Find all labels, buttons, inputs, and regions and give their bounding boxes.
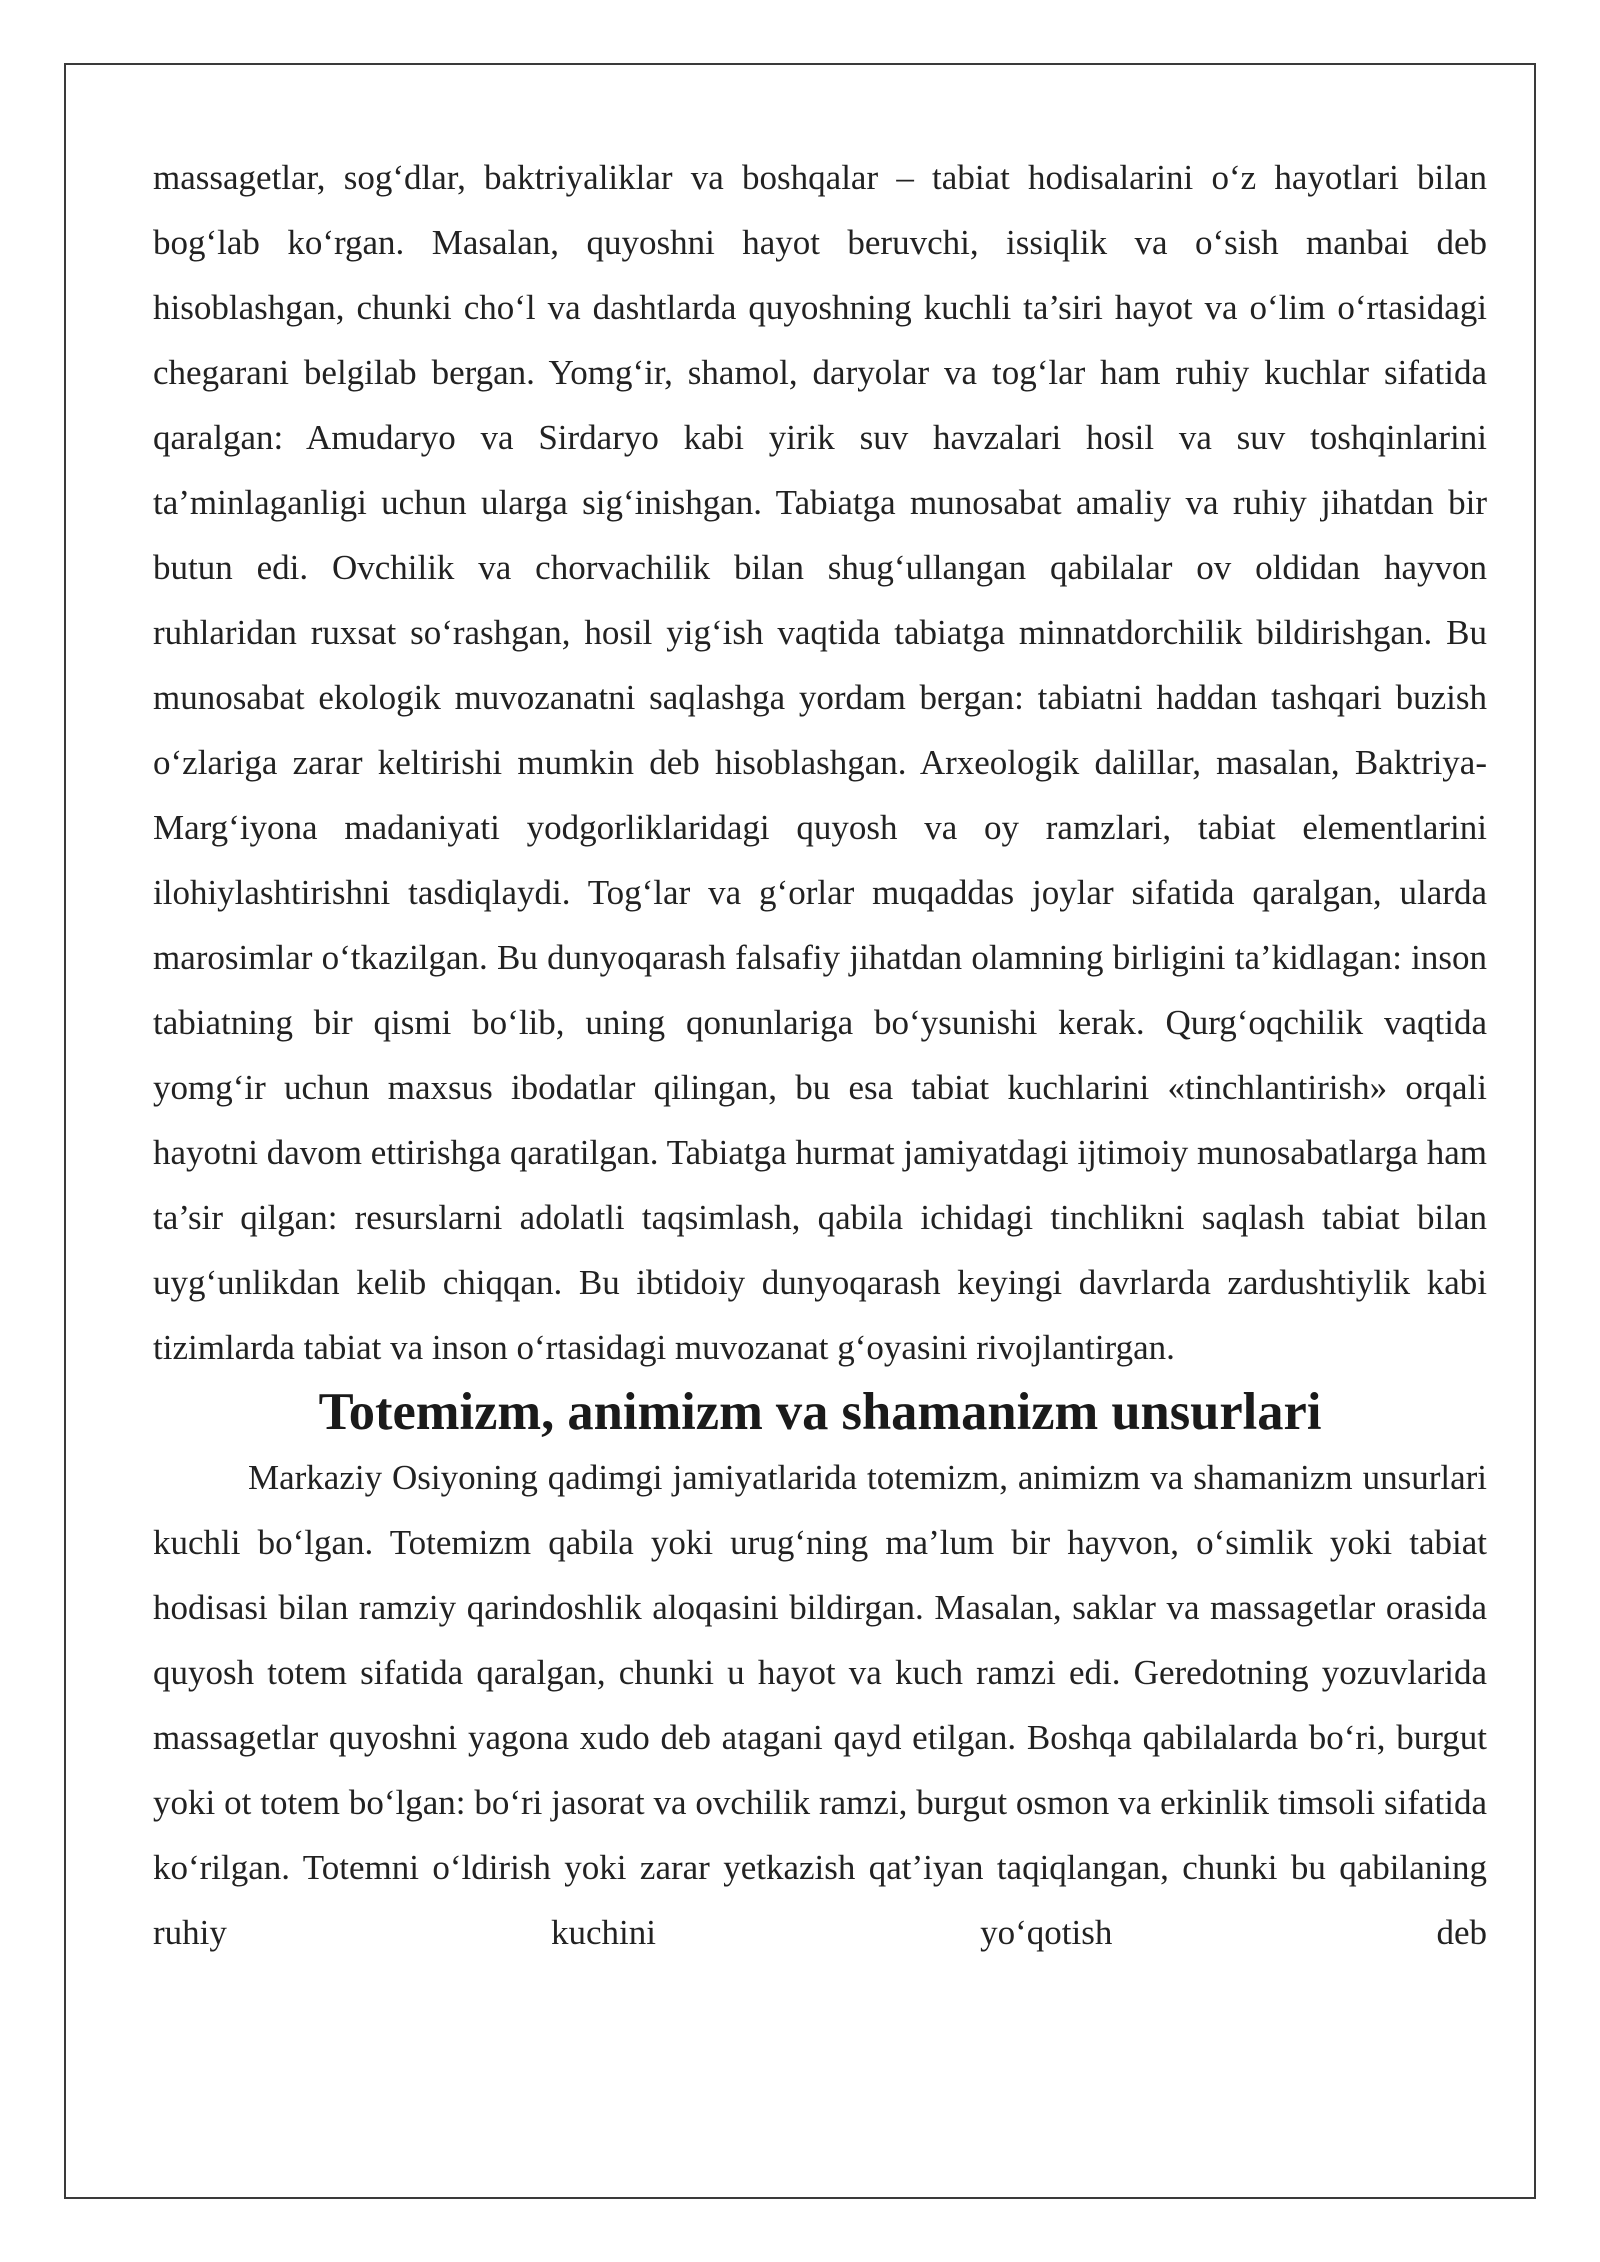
- body-paragraph-continued: Markaziy Osiyoning qadimgi jamiyatlarida totemizm, animizm va shamanizm unsurlari kuchli bo‘lgan. Totemizm qabila yoki urug‘ning ma’lum bir hayvon, o‘simlik yoki tabiat hodisasi bilan ramziy qarindoshlik aloqasini bildirgan. Masalan, saklar va massagetlar orasida quyosh totem sifatida qaralgan, chunki u hayot va kuch ramzi edi. Geredotning yozuvlarida massagetlar quyoshni yagona xudo deb atagani qayd etilgan. Boshqa qabilalarda bo‘ri, burgut yoki ot totem bo‘lgan: bo‘ri jasorat va ovchilik ramzi, burgut osmon va erkinlik timsoli sifatida ko‘rilgan. Totemni o‘ldirish yoki zarar yetkazish qat’iyan taqiqlangan, chunki bu qabilaning ruhiy kuchini yo‘qotish deb: [153, 1458, 1487, 1952]
- section-heading: Totemizm, animizm va shamanizm unsurlari: [318, 1383, 1322, 1441]
- document-body: [153, 145, 1487, 1965]
- body-paragraph: massagetlar, sog‘dlar, baktriyaliklar va boshqalar – tabiat hodisalarini o‘z hayotlari bilan bog‘lab ko‘rgan. Masalan, quyoshni hayot beruvchi, issiqlik va o‘sish manbai deb hisoblashgan, chunki cho‘l va dashtlarda quyoshning kuchli ta’siri hayot va o‘lim o‘rtasidagi chegarani belgilab bergan. Yomg‘ir, shamol, daryolar va tog‘lar ham ruhiy kuchlar sifatida qaralgan: Amudaryo va Sirdaryo kabi yirik suv havzalari hosil va suv toshqinlarini ta’minlaganligi uchun ularga sig‘inishgan. Tabiatga munosabat amaliy va ruhiy jihatdan bir butun edi. Ovchilik va chorvachilik bilan shug‘ullangan qabilalar ov oldidan hayvon ruhlaridan ruxsat so‘rashgan, hosil yig‘ish vaqtida tabiatga minnatdorchilik bildirishgan. Bu munosabat ekologik muvozanatni saqlashga yordam bergan: tabiatni haddan tashqari buzish o‘zlariga zarar keltirishi mumkin deb hisoblashgan. Arxeologik dalillar, masalan, Baktriya-Marg‘iyona madaniyati yodgorliklaridagi quyosh va oy ramzlari, tabiat elementlarini ilohiylashtirishni tasdiqlaydi. Tog‘lar va g‘orlar muqaddas joylar sifatida qaralgan, ularda marosimlar o‘tkazilgan. Bu dunyoqarash falsafiy jihatdan olamning birligini ta’kidlagan: inson tabiatning bir qismi bo‘lib, uning qonunlariga bo‘ysunishi kerak. Qurg‘oqchilik vaqtida yomg‘ir uchun maxsus ibodatlar qilingan, bu esa tabiat kuchlarini «tinchlantirish» orqali hayotni davom ettirishga qaratilgan. Tabiatga hurmat jamiyatdagi ijtimoiy munosabatlarga ham ta’sir qilgan: resurslarni adolatli taqsimlash, qabila ichidagi tinchlikni saqlash tabiat bilan uyg‘unlikdan kelib chiqqan. Bu ibtidoiy dunyoqarash keyingi davrlarda zardushtiylik kabi tizimlarda tabiat va inson o‘rtasidagi muvozanat g‘oyasini rivojlantirgan.: [153, 158, 1487, 1367]
